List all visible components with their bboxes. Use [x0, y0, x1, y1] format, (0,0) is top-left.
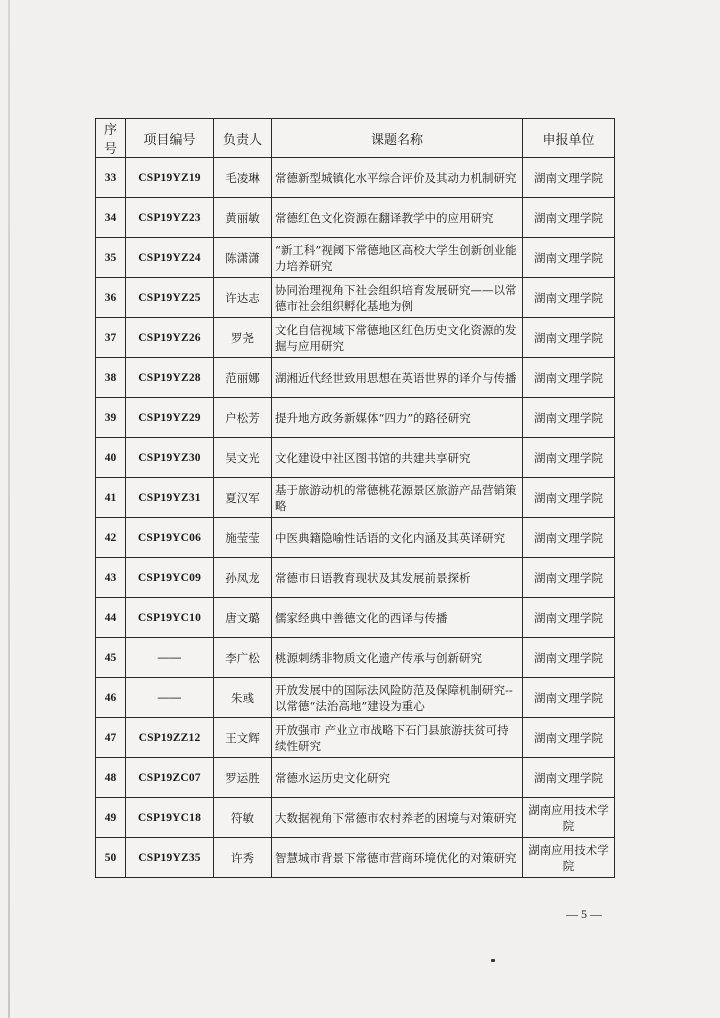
cell-title: 文化自信视域下常德地区红色历史文化资源的发掘与应用研究	[272, 318, 523, 358]
cell-code: CSP19ZC07	[126, 758, 214, 798]
table-row	[96, 318, 615, 358]
cell-num: 45	[96, 638, 126, 678]
cell-unit: 湖南文理学院	[523, 598, 615, 638]
cell-person: 王文辉	[214, 718, 272, 758]
cell-code: CSP19YZ19	[126, 158, 214, 198]
cell-num: 39	[96, 398, 126, 438]
table-row	[96, 238, 615, 278]
cell-num: 35	[96, 238, 126, 278]
cell-unit: 湖南应用技术学院	[523, 838, 615, 878]
cell-code: CSP19YZ24	[126, 238, 214, 278]
cell-num: 43	[96, 558, 126, 598]
cell-title: 开放发展中的国际法风险防范及保障机制研究--以常德“法治高地”建设为重心	[272, 678, 523, 718]
page-edge	[8, 0, 10, 1018]
cell-code: CSP19YZ23	[126, 198, 214, 238]
cell-unit: 湖南文理学院	[523, 478, 615, 518]
cell-code: CSP19YC18	[126, 798, 214, 838]
cell-title: 儒家经典中善德文化的西译与传播	[272, 598, 523, 638]
cell-title: 基于旅游动机的常德桃花源景区旅游产品营销策略	[272, 478, 523, 518]
cell-person: 户松芳	[214, 398, 272, 438]
table-row	[96, 278, 615, 318]
table-row	[96, 598, 615, 638]
cell-title: 中医典籍隐喻性话语的文化内涵及其英译研究	[272, 518, 523, 558]
cell-person: 施莹莹	[214, 518, 272, 558]
table-row	[96, 798, 615, 838]
table-row	[96, 518, 615, 558]
cell-code: CSP19YZ35	[126, 838, 214, 878]
cell-unit: 湖南文理学院	[523, 238, 615, 278]
cell-unit: 湖南文理学院	[523, 558, 615, 598]
cell-person: 范丽娜	[214, 358, 272, 398]
cell-person: 夏汉军	[214, 478, 272, 518]
header-title: 课题名称	[272, 119, 523, 158]
cell-unit: 湖南文理学院	[523, 518, 615, 558]
cell-person: 罗运胜	[214, 758, 272, 798]
project-table	[95, 118, 615, 878]
cell-unit: 湖南文理学院	[523, 678, 615, 718]
cell-person: 毛凌琳	[214, 158, 272, 198]
cell-code: CSP19YC06	[126, 518, 214, 558]
cell-num: 44	[96, 598, 126, 638]
cell-code: CSP19YC09	[126, 558, 214, 598]
cell-title: 湖湘近代经世致用思想在英语世界的译介与传播	[272, 358, 523, 398]
cell-unit: 湖南文理学院	[523, 638, 615, 678]
cell-unit: 湖南文理学院	[523, 158, 615, 198]
table-header-row	[96, 119, 615, 158]
scan-speck	[491, 959, 495, 962]
cell-code: CSP19YZ28	[126, 358, 214, 398]
cell-num: 40	[96, 438, 126, 478]
cell-person: 符敏	[214, 798, 272, 838]
cell-unit: 湖南文理学院	[523, 198, 615, 238]
cell-unit: 湖南文理学院	[523, 318, 615, 358]
cell-num: 37	[96, 318, 126, 358]
cell-code: CSP19YC10	[126, 598, 214, 638]
cell-unit: 湖南文理学院	[523, 718, 615, 758]
cell-unit: 湖南文理学院	[523, 278, 615, 318]
cell-person: 唐文璐	[214, 598, 272, 638]
cell-num: 33	[96, 158, 126, 198]
cell-num: 50	[96, 838, 126, 878]
cell-title: 文化建设中社区图书馆的共建共享研究	[272, 438, 523, 478]
table-row	[96, 358, 615, 398]
cell-num: 41	[96, 478, 126, 518]
table-row	[96, 638, 615, 678]
cell-code: CSP19ZZ12	[126, 718, 214, 758]
cell-title: 智慧城市背景下常德市营商环境优化的对策研究	[272, 838, 523, 878]
cell-title: 常德水运历史文化研究	[272, 758, 523, 798]
cell-num: 47	[96, 718, 126, 758]
table-row	[96, 838, 615, 878]
table-row	[96, 438, 615, 478]
cell-title: 大数据视角下常德市农村养老的困境与对策研究	[272, 798, 523, 838]
table-row	[96, 758, 615, 798]
cell-code: CSP19YZ31	[126, 478, 214, 518]
header-unit: 申报单位	[523, 119, 615, 158]
cell-num: 49	[96, 798, 126, 838]
cell-unit: 湖南文理学院	[523, 398, 615, 438]
table-row	[96, 198, 615, 238]
table-row	[96, 718, 615, 758]
table-row	[96, 398, 615, 438]
table-row	[96, 158, 615, 198]
cell-unit: 湖南文理学院	[523, 758, 615, 798]
cell-unit: 湖南文理学院	[523, 358, 615, 398]
table-row	[96, 558, 615, 598]
cell-unit: 湖南应用技术学院	[523, 798, 615, 838]
cell-title: 协同治理视角下社会组织培育发展研究——以常德市社会组织孵化基地为例	[272, 278, 523, 318]
cell-person: 黄丽敏	[214, 198, 272, 238]
table-row	[96, 678, 615, 718]
cell-title: 提升地方政务新媒体“四力”的路径研究	[272, 398, 523, 438]
cell-num: 38	[96, 358, 126, 398]
cell-code: CSP19YZ25	[126, 278, 214, 318]
cell-person: 孙凤龙	[214, 558, 272, 598]
cell-title: 开放强市 产业立市战略下石门县旅游扶贫可持续性研究	[272, 718, 523, 758]
cell-code: ——	[126, 638, 214, 678]
cell-code: CSP19YZ29	[126, 398, 214, 438]
cell-title: 常德新型城镇化水平综合评价及其动力机制研究	[272, 158, 523, 198]
page-number: — 5 —	[566, 907, 602, 921]
table-row	[96, 478, 615, 518]
cell-title: 桃源刺绣非物质文化遗产传承与创新研究	[272, 638, 523, 678]
cell-person: 李广松	[214, 638, 272, 678]
cell-person: 陈潇潇	[214, 238, 272, 278]
cell-code: ——	[126, 678, 214, 718]
cell-num: 36	[96, 278, 126, 318]
cell-num: 34	[96, 198, 126, 238]
header-num: 序号	[96, 119, 126, 158]
cell-num: 42	[96, 518, 126, 558]
cell-person: 罗尧	[214, 318, 272, 358]
cell-title: “新工科”视阈下常德地区高校大学生创新创业能力培养研究	[272, 238, 523, 278]
cell-code: CSP19YZ30	[126, 438, 214, 478]
cell-num: 46	[96, 678, 126, 718]
cell-person: 许秀	[214, 838, 272, 878]
cell-title: 常德市日语教育现状及其发展前景探析	[272, 558, 523, 598]
cell-title: 常德红色文化资源在翻译教学中的应用研究	[272, 198, 523, 238]
cell-person: 许达志	[214, 278, 272, 318]
cell-code: CSP19YZ26	[126, 318, 214, 358]
cell-num: 48	[96, 758, 126, 798]
cell-person: 朱彧	[214, 678, 272, 718]
header-person: 负责人	[214, 119, 272, 158]
cell-unit: 湖南文理学院	[523, 438, 615, 478]
cell-person: 吴文光	[214, 438, 272, 478]
header-code: 项目编号	[126, 119, 214, 158]
